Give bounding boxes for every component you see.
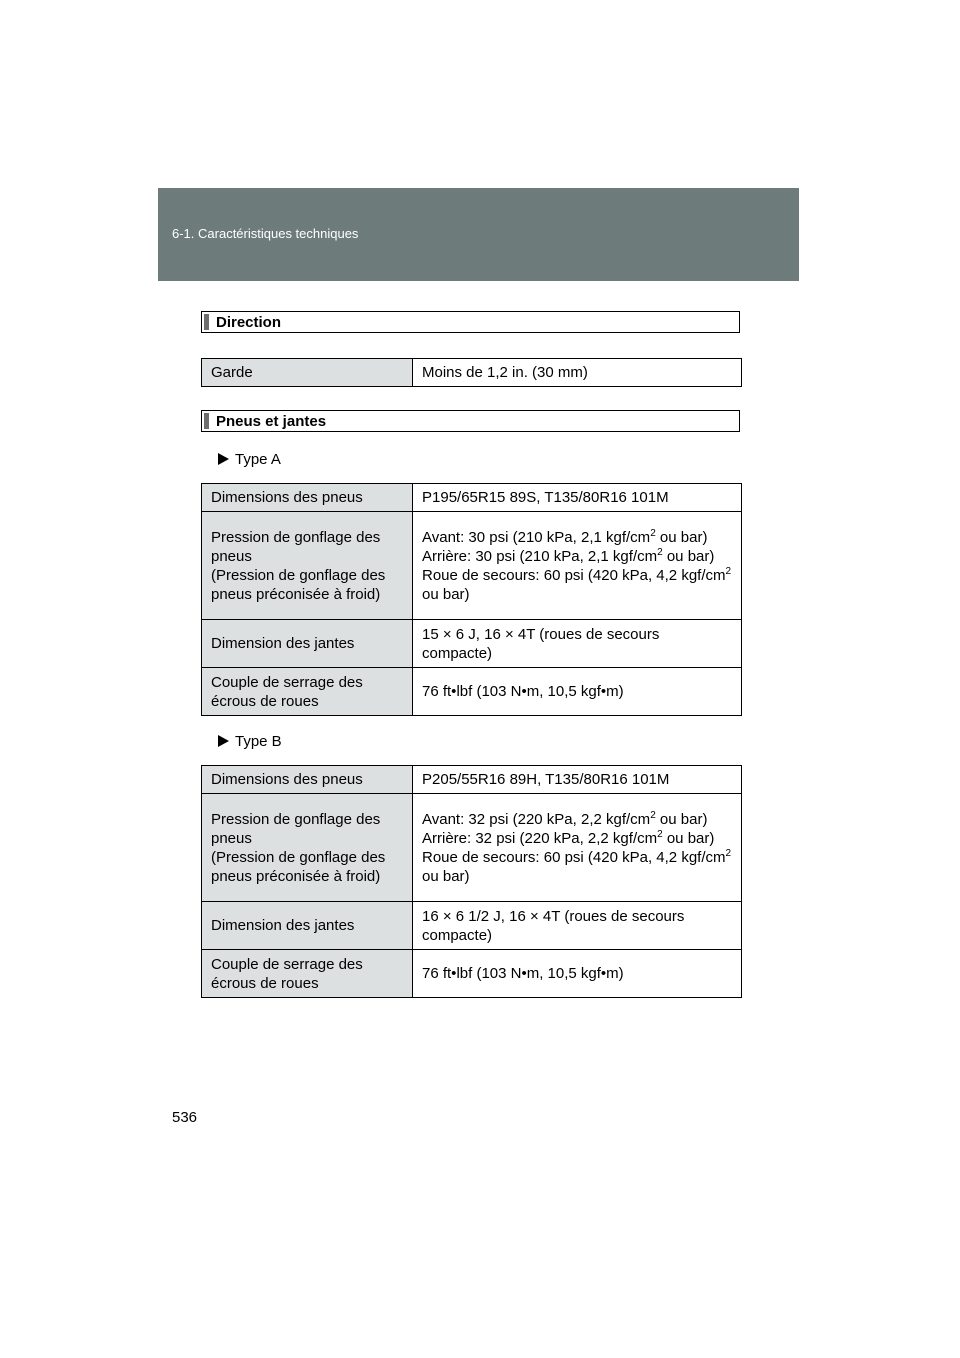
table-row bbox=[202, 484, 742, 512]
section-title-tires bbox=[201, 410, 740, 432]
pressure-front-tail: ou bar) bbox=[655, 810, 708, 828]
label-line: Pression de gonflage des bbox=[211, 810, 381, 828]
superscript: 2 bbox=[725, 847, 732, 859]
triangle-bullet-icon bbox=[218, 453, 229, 465]
superscript: 2 bbox=[650, 809, 656, 821]
label-line: pneus préconisée à froid) bbox=[211, 867, 381, 885]
table-label-cell: Dimension des jantes bbox=[202, 620, 413, 668]
type-a-table bbox=[201, 483, 742, 716]
table-row bbox=[202, 902, 742, 950]
table-label-cell: Dimension des jantes bbox=[202, 902, 413, 950]
label-line: (Pression de gonflage des bbox=[211, 566, 386, 584]
pressure-spare-text: Roue de secours: 60 psi (420 kPa, 4,2 kgf/cm bbox=[422, 848, 726, 866]
section-title-direction bbox=[201, 311, 740, 333]
pressure-front-text: Avant: 32 psi (220 kPa, 2,2 kgf/cm bbox=[422, 810, 651, 828]
table-label-cell: Dimensions des pneus bbox=[202, 766, 413, 794]
page-number: 536 bbox=[172, 1109, 198, 1126]
table-value-cell: Moins de 1,2 in. (30 mm) bbox=[413, 359, 742, 387]
pressure-front bbox=[422, 810, 732, 829]
pressure-spare bbox=[422, 566, 732, 604]
section-title-marker bbox=[204, 314, 209, 330]
type-b-heading bbox=[218, 733, 282, 750]
table-label-cell: Couple de serrage des écrous de roues bbox=[202, 668, 413, 716]
pressure-spare-tail: ou bar) bbox=[422, 867, 470, 885]
table-row bbox=[202, 668, 742, 716]
superscript: 2 bbox=[650, 527, 656, 539]
pressure-rear-tail: ou bar) bbox=[662, 829, 715, 847]
type-a-heading bbox=[218, 451, 281, 468]
triangle-bullet-icon bbox=[218, 735, 229, 747]
label-line: Pression de gonflage des bbox=[211, 528, 381, 546]
table-value-cell bbox=[413, 794, 742, 902]
table-label-cell: Garde bbox=[202, 359, 413, 387]
section-title-text: Pneus et jantes bbox=[216, 413, 327, 430]
direction-table bbox=[201, 358, 742, 387]
pressure-rear bbox=[422, 547, 732, 566]
label-line: pneus bbox=[211, 829, 252, 847]
pressure-rear-tail: ou bar) bbox=[662, 547, 715, 565]
pressure-spare-text: Roue de secours: 60 psi (420 kPa, 4,2 kgf/cm bbox=[422, 566, 726, 584]
table-value-cell bbox=[413, 512, 742, 620]
label-line: pneus bbox=[211, 547, 252, 565]
table-value-cell: 16 × 6 1/2 J, 16 × 4T (roues de secours compacte) bbox=[413, 902, 742, 950]
section-title-text: Direction bbox=[216, 314, 282, 331]
table-value-cell: 76 ft•lbf (103 N•m, 10,5 kgf•m) bbox=[413, 668, 742, 716]
table-row bbox=[202, 620, 742, 668]
pressure-front bbox=[422, 528, 732, 547]
superscript: 2 bbox=[657, 546, 663, 558]
table-label-cell bbox=[202, 512, 413, 620]
pressure-rear bbox=[422, 829, 732, 848]
pressure-spare-tail: ou bar) bbox=[422, 585, 470, 603]
superscript: 2 bbox=[657, 828, 663, 840]
table-row bbox=[202, 794, 742, 902]
table-row bbox=[202, 359, 742, 387]
table-row bbox=[202, 950, 742, 998]
table-label-cell: Couple de serrage des écrous de roues bbox=[202, 950, 413, 998]
table-value-cell: 15 × 6 J, 16 × 4T (roues de secours compacte) bbox=[413, 620, 742, 668]
table-value-cell: 76 ft•lbf (103 N•m, 10,5 kgf•m) bbox=[413, 950, 742, 998]
pressure-spare bbox=[422, 848, 732, 886]
table-row bbox=[202, 766, 742, 794]
table-value-cell: P195/65R15 89S, T135/80R16 101M bbox=[413, 484, 742, 512]
label-line: pneus préconisée à froid) bbox=[211, 585, 381, 603]
table-row bbox=[202, 512, 742, 620]
table-value-cell: P205/55R16 89H, T135/80R16 101M bbox=[413, 766, 742, 794]
label-line: (Pression de gonflage des bbox=[211, 848, 386, 866]
pressure-front-tail: ou bar) bbox=[655, 528, 708, 546]
type-b-table bbox=[201, 765, 742, 998]
section-title-marker bbox=[204, 413, 209, 429]
type-b-label: Type B bbox=[235, 733, 282, 750]
pressure-rear-text: Arrière: 32 psi (220 kPa, 2,2 kgf/cm bbox=[422, 829, 658, 847]
superscript: 2 bbox=[725, 565, 732, 577]
type-a-label: Type A bbox=[235, 451, 281, 468]
pressure-rear-text: Arrière: 30 psi (210 kPa, 2,1 kgf/cm bbox=[422, 547, 658, 565]
table-label-cell: Dimensions des pneus bbox=[202, 484, 413, 512]
pressure-front-text: Avant: 30 psi (210 kPa, 2,1 kgf/cm bbox=[422, 528, 651, 546]
chapter-header-title: 6-1. Caractéristiques techniques bbox=[172, 226, 359, 241]
table-label-cell bbox=[202, 794, 413, 902]
